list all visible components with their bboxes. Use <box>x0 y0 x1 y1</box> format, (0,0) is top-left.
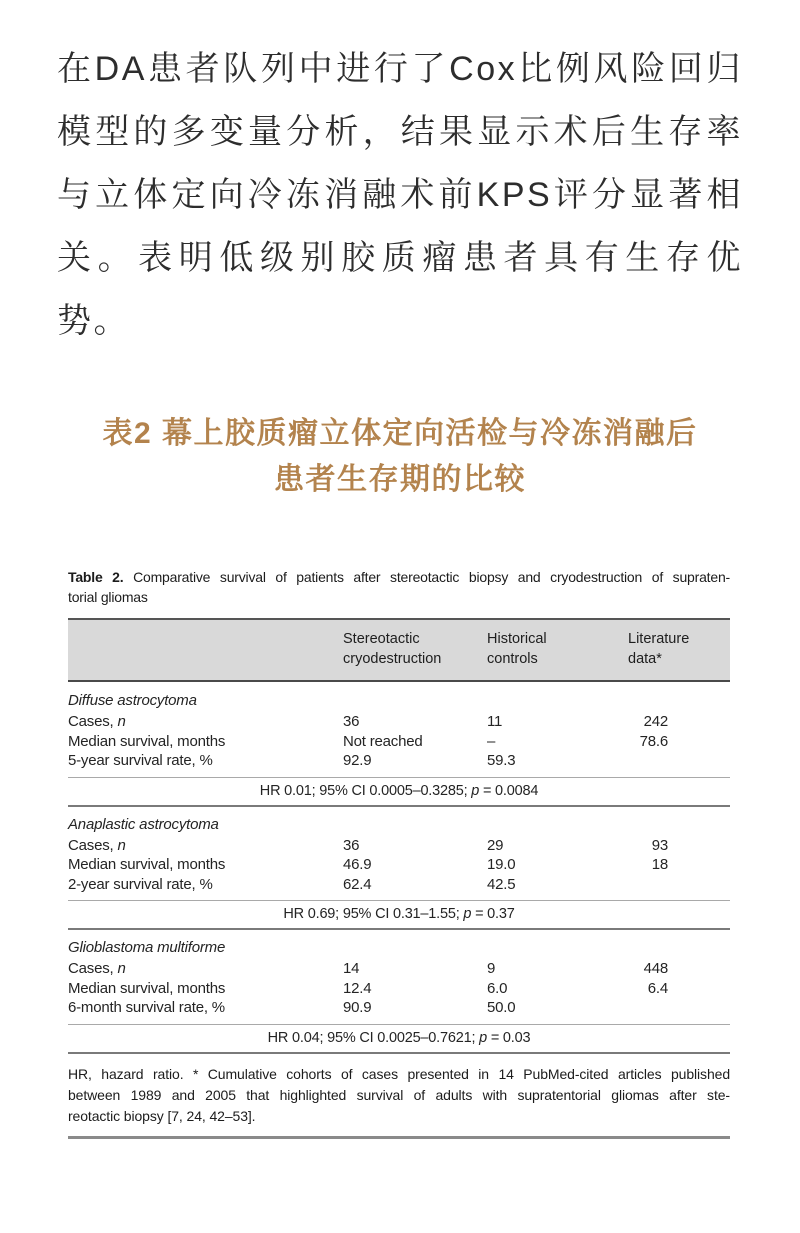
section-heading-glioblastoma-multiforme: Glioblastoma multiforme <box>68 939 226 956</box>
table-row <box>68 998 730 1018</box>
cell-historical: 6.0 <box>487 979 508 997</box>
table-caption-line2: 患者生存期的比较 <box>274 463 526 496</box>
cell-cryodestruction: 36 <box>343 836 360 854</box>
row-label-text: Cases, <box>68 713 118 730</box>
table-row <box>68 875 730 895</box>
hr-text: HR 0.04; 95% CI 0.0025–0.7621; <box>267 1029 480 1046</box>
cell-historical: 29 <box>487 836 504 854</box>
section-end-rule <box>68 805 730 807</box>
cell-cryodestruction: 36 <box>343 713 360 730</box>
table-row <box>68 979 730 999</box>
table-title-label: Table 2. <box>68 569 124 585</box>
row-label-text: 6-month survival rate, % <box>68 999 225 1016</box>
table-row <box>68 836 730 856</box>
table-row <box>68 855 730 875</box>
header-col1-line2: cryodestruction <box>343 651 442 667</box>
cell-literature: 448 <box>643 960 668 977</box>
header-col2-line1: Historical <box>487 631 547 647</box>
row-label-text: 2-year survival rate, % <box>68 875 213 893</box>
cell-historical: 42.5 <box>487 875 516 893</box>
cell-historical: 50.0 <box>487 999 516 1016</box>
row-label-italic: n <box>117 713 126 730</box>
footnote-line3: reotactic biopsy [7, 24, 42–53]. <box>68 1107 256 1124</box>
row-label <box>68 875 343 895</box>
table-title-text: Comparative survival of patients after stereotactic biopsy and cryodestruction of supraten- <box>123 569 730 585</box>
row-label <box>68 959 343 979</box>
hazard-ratio-row <box>68 901 730 928</box>
table-title-line2: torial gliomas <box>68 589 148 605</box>
header-literature-data <box>628 629 730 669</box>
cell-cryodestruction: 90.9 <box>343 999 372 1016</box>
table-row <box>68 959 730 979</box>
cell-historical: – <box>487 732 496 750</box>
header-col3-line1: Literature <box>628 631 690 647</box>
row-label-italic: n <box>117 960 126 977</box>
section-end-rule <box>68 1052 730 1054</box>
footnote-line2: between 1989 and 2005 that highlighted survival of adults with supratentorial gliomas after ste- <box>68 1086 730 1103</box>
header-bottom-rule <box>68 680 730 682</box>
table-title <box>68 567 730 607</box>
row-label <box>68 836 343 856</box>
hr-p-value: = 0.03 <box>486 1029 531 1046</box>
cell-cryodestruction: 92.9 <box>343 752 372 769</box>
row-label-text: Median survival, months <box>68 732 226 750</box>
row-label-text: 5-year survival rate, % <box>68 752 213 769</box>
hr-p-italic: p <box>463 906 472 922</box>
header-historical-controls <box>487 629 628 669</box>
table-footnote <box>68 1064 730 1127</box>
cell-historical: 11 <box>487 713 503 730</box>
cell-literature: 18 <box>651 856 668 873</box>
hazard-ratio-row <box>68 1025 730 1052</box>
scanned-table <box>68 567 730 1139</box>
row-label-text: Cases, <box>68 836 118 854</box>
hr-p-italic: p <box>471 782 480 799</box>
table-caption-chinese <box>0 411 800 503</box>
header-col2-line2: controls <box>487 651 538 667</box>
table-header-row <box>68 620 730 680</box>
hr-p-value: = 0.0084 <box>479 782 539 799</box>
chinese-summary-paragraph: 在DA患者队列中进行了Cox比例风险回归模型的多变量分析，结果显示术后生存率与立体定向冷冻消融术前KPS评分显著相关。表明低级别胶质瘤患者具有生存优势。 <box>57 50 743 340</box>
cell-literature: 78.6 <box>639 732 668 750</box>
hr-text: HR 0.01; 95% CI 0.0005–0.3285; <box>259 782 472 799</box>
row-label <box>68 751 343 771</box>
row-label-italic: n <box>117 836 126 854</box>
row-label <box>68 732 343 752</box>
header-stereotactic-cryodestruction <box>343 629 487 669</box>
cell-literature <box>628 875 730 895</box>
cell-cryodestruction: 46.9 <box>343 856 372 873</box>
cell-cryodestruction: 14 <box>343 960 360 977</box>
header-col3-line2: data* <box>628 651 662 667</box>
cell-literature: 93 <box>651 836 668 854</box>
cell-cryodestruction: 62.4 <box>343 875 372 893</box>
cell-literature <box>628 751 730 771</box>
footnote-line1: HR, hazard ratio. * Cumulative cohorts of cases presented in 14 PubMed-cited articles published <box>68 1065 730 1082</box>
row-label-text: Median survival, months <box>68 979 226 997</box>
cell-literature <box>628 998 730 1018</box>
cell-literature: 6.4 <box>647 979 668 997</box>
section-heading-anaplastic-astrocytoma: Anaplastic astrocytoma <box>68 815 219 833</box>
header-col1-line1: Stereotactic <box>343 631 420 647</box>
hr-p-italic: p <box>479 1029 487 1046</box>
cell-historical: 19.0 <box>487 856 516 873</box>
table-caption-line1: 表2 幕上胶质瘤立体定向活检与冷冻消融后 <box>102 417 698 450</box>
table-row <box>68 751 730 771</box>
table-title-line1 <box>68 567 730 587</box>
row-label <box>68 855 343 875</box>
hazard-ratio-row <box>68 778 730 805</box>
section-heading-diffuse-astrocytoma: Diffuse astrocytoma <box>68 692 197 709</box>
table-row <box>68 712 730 732</box>
row-label-text: Cases, <box>68 960 118 977</box>
header-empty-cell <box>68 629 343 669</box>
row-label <box>68 998 343 1018</box>
section-end-rule <box>68 928 730 930</box>
cell-cryodestruction: 12.4 <box>343 979 372 997</box>
table-row <box>68 732 730 752</box>
table-bottom-rule <box>68 1136 730 1139</box>
hr-text: HR 0.69; 95% CI 0.31–1.55; <box>283 906 464 922</box>
row-label <box>68 712 343 732</box>
cell-historical: 9 <box>487 960 496 977</box>
row-label-text: Median survival, months <box>68 856 226 873</box>
cell-literature: 242 <box>643 713 668 730</box>
hr-p-value: = 0.37 <box>471 906 515 922</box>
row-label <box>68 979 343 999</box>
cell-historical: 59.3 <box>487 752 516 769</box>
cell-cryodestruction: Not reached <box>343 732 423 750</box>
